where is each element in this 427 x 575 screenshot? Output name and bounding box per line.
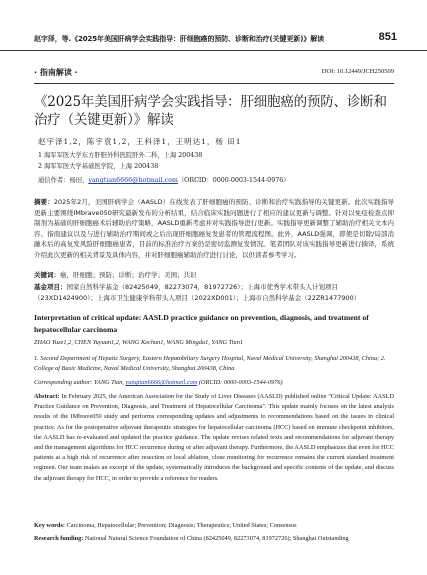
abstract-cn	[34, 197, 394, 260]
abstract-label-en: Abstract:	[34, 393, 62, 400]
abstract-en	[34, 392, 394, 484]
authors-en: ZHAO Yuze1,2, CHEN Yuyuan1,2, WANG Kechun1, WANG Mingda1, YANG Tian1	[34, 339, 243, 346]
doi[interactable]: DOI: 10.12449/JCH250509	[321, 68, 394, 75]
affiliation-cn-1: 1 海军军医大学东方肝胆外科医院肝外二科，上海 200438	[38, 152, 203, 159]
abstract-text: 2025年2月，美国肝病学会（AASLD）在线发表了肝细胞癌的预防、诊断和治疗实践指导的关键更新。此次实践指导更新主要围绕IMbrave050研究最新发布的分析结果，结合临床实践问题进行了相应的建议更新与调整。针对以免疫检查点抑制剂为基础的肝细胞癌术后辅助治疗策略，AASLD重新考虑并对实践指导进行更新。实践指导更新调整了辅助治疗相关文本内容、指南建议以及与进行辅助治疗期间或之后出现肝细胞癌复发患者的管理流程图。此外，AASLD强调，即使是切除/局部消融术后的高复发风险肝细胞癌患者，目前的标准治疗方案仍是密切监测复发情况。笔者团队对该实践指导更新进行摘译，系统介绍此次更新的相关背景及具体内容，并对肝细胞癌辅助治疗进行讨论，以供读者参考学习。	[34, 198, 395, 259]
correspondence-label-en: Corresponding author: YANG Tian,	[34, 379, 126, 386]
divider	[34, 83, 394, 84]
keywords-text-en: Carcinoma, Hepatocellular; Prevention; Diagnosis; Therapeutics; United States; Consensus	[66, 522, 297, 529]
article-title-cn: 《2025年美国肝病学会实践指导：肝细胞癌的预防、诊断和治疗（关键更新）》解读	[34, 94, 387, 128]
orcid: （ORCID：0000-0003-1544-0976）	[177, 177, 290, 184]
keywords-label: 关键词：	[34, 271, 60, 279]
funding-en	[34, 534, 394, 544]
correspondence-label: 通信作者：杨田，	[38, 177, 89, 184]
orcid-en: (ORCID: 0000-0003-1544-0976)	[197, 379, 283, 386]
section-label: · 指南解读 ·	[34, 68, 78, 77]
affiliations-en: 1. Second Department of Hepatic Surgery, Eastern Hepatobiliary Surgery Hospital, Naval Medical University, Shanghai 200438, China; 2. College of Basic Medicine, Naval Medical University, Shanghai 200438, China	[34, 355, 386, 372]
abstract-label: 摘要：	[34, 198, 54, 206]
keywords-label-en: Key words:	[34, 522, 67, 529]
affiliation-cn-2: 2 海军军医大学基础医学院，上海 200438	[38, 163, 159, 170]
funding-text-en: National Natural Science Foundation of China (82425049, 82273074, 81972726); Shanghai Outstanding	[84, 535, 349, 542]
keywords-cn	[34, 270, 394, 281]
article-title-en: Interpretation of critical update: AASLD practice guidance on prevention, diagnosis, and treatment of hepatocellular carcinoma	[34, 313, 369, 334]
email-link-en[interactable]: yangtian6666@hotmail.com	[125, 379, 198, 386]
correspondence-cn	[38, 175, 290, 184]
funding-cn	[34, 282, 394, 303]
running-header	[0, 0, 427, 51]
correspondence-en	[34, 379, 283, 386]
funding-label: 基金项目：	[34, 283, 67, 291]
page-number: 851	[378, 31, 397, 43]
authors-cn: 赵宇泽1,2，陈宇袁1,2，王科泽1，王明达1，杨 田1	[38, 137, 242, 146]
funding-text: 国家自然科学基金（82425049，82273074，81972726）；上海市优秀学术带头人计划项目（23XD1424900）；上海市卫生健康学科带头人项目（2022XD001）；上海市自然科学基金（22ZR1477900）	[34, 283, 361, 302]
keywords-en	[34, 521, 394, 531]
funding-label-en: Research funding:	[34, 535, 85, 542]
email-link[interactable]: yangtian6666@hotmail.com	[88, 177, 178, 184]
section-bar	[34, 67, 394, 81]
running-title: 赵宇泽，等.《2025年美国肝病学会实践指导：肝细胞癌的预防、诊断和治疗(关键更新)》解读	[34, 35, 325, 43]
abstract-text-en: In February 2025, the American Association for the Study of Liver Diseases (AASLD) published online "Critical Update: AASLD Practice Guidance on Prevention, Diagnosis, and Treatment of Hepatocellular Carcinoma". This update mainly focuses on the latest analysis results of the IMbrave050 study and performs corresponding updates and adjustments to recommendations based on the issues in clinical practice. As for the postoperative adjuvant therapeutic strategies for hepatocellular carcinoma (HCC) based on immune checkpoint inhibitors, the AASLD has re-evaluated and updated the practice guidance. The update revises related texts and recommendations for adjuvant therapy and the management algorithms for HCC recurrence during or after adjuvant therapy. Furthermore, the AASLD emphasizes that even for HCC patients at a high risk of recurrence after resection or local ablation, close monitoring for recurrence remains the current standard treatment regimen. Our team makes an excerpt of the update, systematically introduces the background and specific contents of the update, and discuss the adjuvant therapy for HCC, in order to provide a reference for readers.	[34, 393, 394, 482]
keywords-text: 癌，肝细胞；预防；诊断；治疗学；美国；共识	[60, 271, 197, 279]
